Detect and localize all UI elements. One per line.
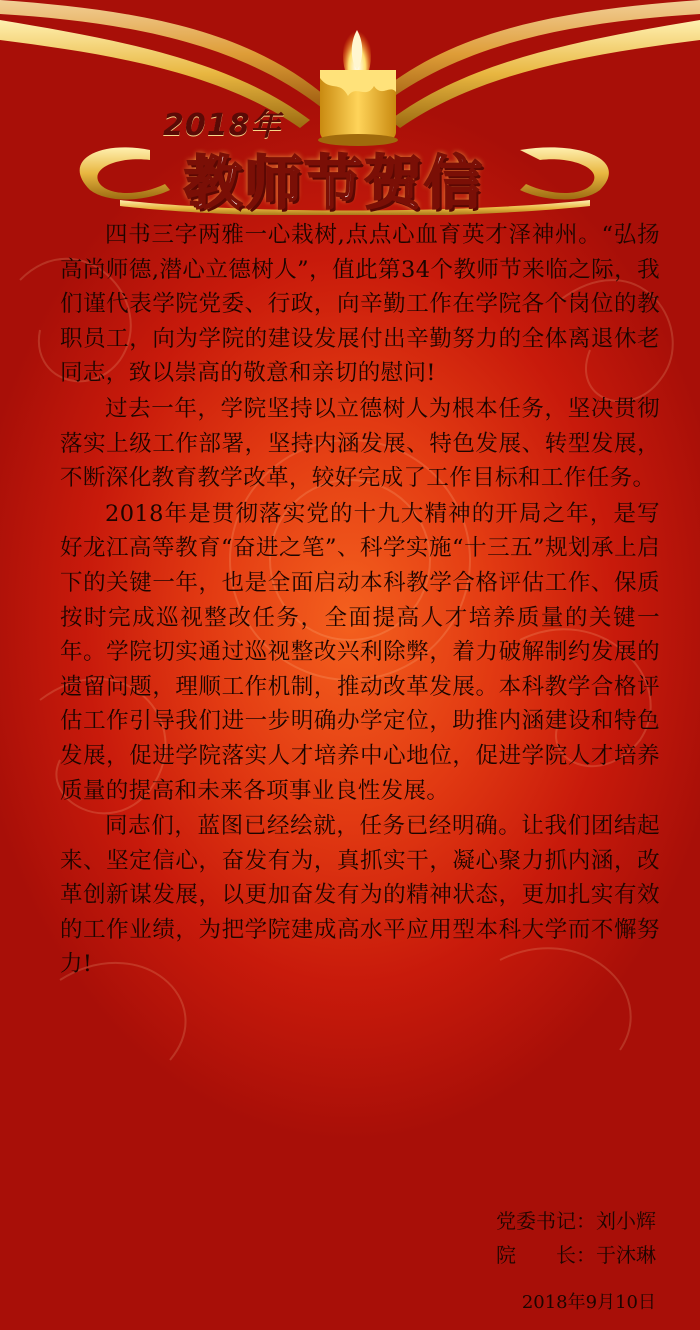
paragraph: 2018年是贯彻落实党的十九大精神的开局之年，是写好龙江高等教育“奋进之笔”、科学实施“十三五”规划承上启下的关键一年，也是全面启动本科教学合格评估工作、保质按时完成巡视整改任务，全面提高人才培养质量的关键一年。学院切实通过巡视整改兴利除弊，着力破解制约发展的遗留问题，理顺工作机制，推动改革发展。本科教学合格评估工作引导我们进一步明确办学定位，助推内涵建设和特色发展，促进学院落实人才培养中心地位，促进学院人才培养质量的提高和未来各项事业良性发展。: [60, 500, 660, 804]
secretary-signature: [496, 1204, 656, 1238]
dean-name: 于沐琳: [596, 1243, 656, 1267]
paragraph: 四书三字两雅一心栽树,点点心血育英才泽神州。“弘扬高尚师德,潜心立德树人”，值此第34个教师节来临之际，我们谨代表学院党委、行政，向辛勤工作在学院各个岗位的教职员工，向为学院的建设发展付出辛勤努力的全体离退休老同志，致以崇高的敬意和亲切的慰问!: [60, 222, 660, 387]
page-title: 教师节贺信: [184, 149, 485, 217]
paragraph: 过去一年，学院坚持以立德树人为根本任务，坚决贯彻落实上级工作部署，坚持内涵发展、特色发展、转型发展，不断深化教育教学改革，较好完成了工作目标和工作任务。: [60, 395, 660, 492]
letter-body: [60, 218, 660, 983]
paragraph: 同志们，蓝图已经绘就，任务已经明确。让我们团结起来、坚定信心，奋发有为，真抓实干，凝心聚力抓内涵，改革创新谋发展，以更加奋发有为的精神状态，更加扎实有效的工作业绩，为把学院建成高水平应用型本科大学而不懈努力!: [60, 813, 660, 978]
secretary-name: 刘小辉: [596, 1209, 656, 1233]
letter-date: 2018年9月10日: [521, 1292, 656, 1313]
dean-signature: [496, 1238, 656, 1272]
signature-block: [496, 1204, 656, 1272]
secretary-label: 党委书记：: [496, 1209, 596, 1233]
gold-ribbon-right: [370, 0, 700, 128]
dean-label: 院 长：: [496, 1243, 596, 1267]
year-label: 2018年: [163, 108, 282, 143]
candle-icon: [318, 25, 398, 146]
